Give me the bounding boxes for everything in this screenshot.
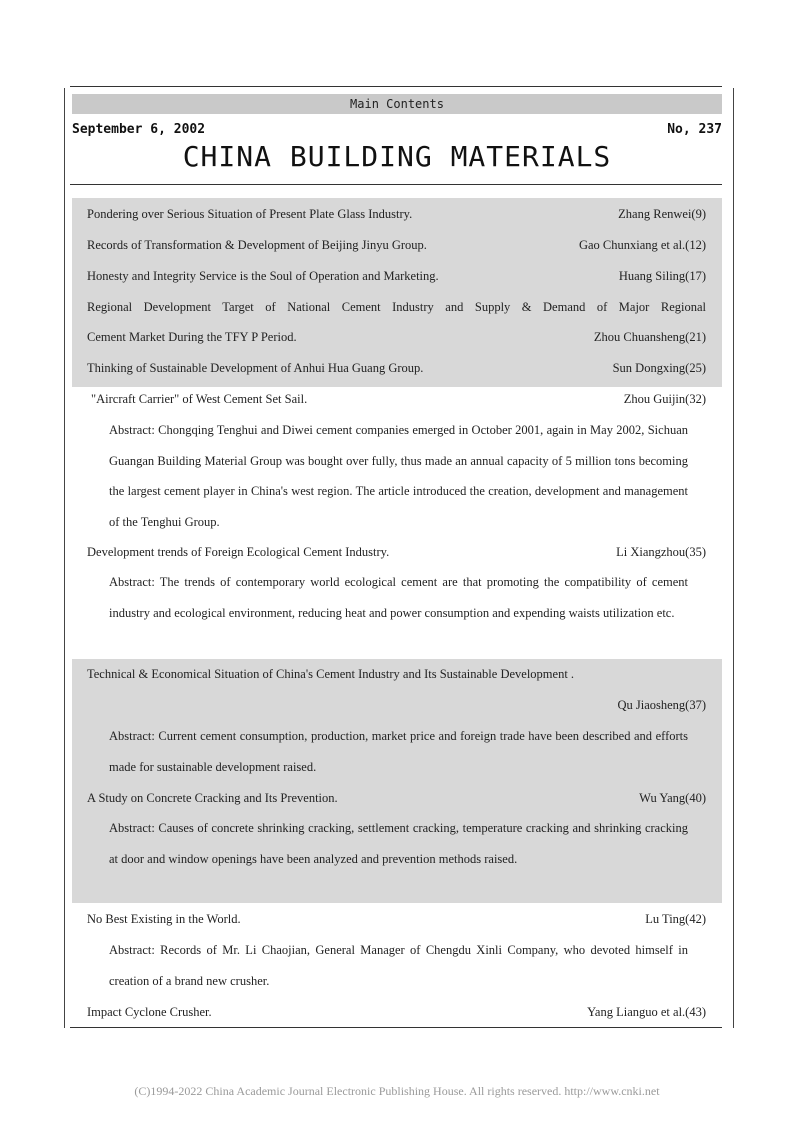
entry-author: Huang Siling(17) — [618, 269, 706, 283]
entry-abstract: Abstract: Causes of concrete shrinking cracking, settlement cracking, temperature cracking and shrinking cracking at door and window openings have been analyzed and prevention methods raised. — [109, 821, 688, 866]
entry-title: Impact Cyclone Crusher. — [87, 1005, 212, 1019]
entry-title: Technical & Economical Situation of China's Cement Industry and Its Sustainable Development . — [87, 667, 575, 681]
entry-abstract: Abstract: The trends of contemporary world ecological cement are that promoting the compatibility of cement industry and ecological environment, reducing heat and power consumption and expending waists utilization etc. — [109, 575, 688, 620]
entry-author: Zhang Renwei(9) — [618, 207, 706, 221]
copyright-footer: (C)1994-2022 China Academic Journal Electronic Publishing House. All rights reserved. http://www.cnki.net — [134, 1084, 660, 1098]
bottom-rule — [70, 1027, 722, 1028]
toc-entry[interactable] — [87, 199, 706, 229]
entry-author: Yang Lianguo et al.(43) — [587, 1005, 706, 1019]
right-border — [733, 88, 734, 1028]
entry-author: Zhou Chuansheng(21) — [593, 330, 706, 344]
toc-entry[interactable] — [87, 997, 706, 1027]
issue-date: September 6, 2002 — [72, 122, 206, 137]
entry-title: Regional Development Target of National Cement Industry and Supply & Demand of Major Regional — [87, 300, 706, 314]
toc-entry-line1[interactable] — [87, 659, 706, 689]
toc-entry[interactable] — [87, 783, 706, 813]
entry-author: Zhou Guijin(32) — [623, 392, 706, 406]
entry-abstract: Abstract: Current cement consumption, production, market price and foreign trade have been described and efforts made for sustainable development raised. — [109, 729, 688, 774]
entry-author: Sun Dongxing(25) — [612, 361, 706, 375]
entry-title: Records of Transformation & Development of Beijing Jinyu Group. — [87, 238, 427, 252]
entry-title: Thinking of Sustainable Development of Anhui Hua Guang Group. — [87, 361, 424, 375]
toc-entry-line2[interactable] — [87, 322, 706, 352]
toc-entry[interactable] — [87, 384, 706, 414]
entry-title: A Study on Concrete Cracking and Its Prevention. — [87, 791, 338, 805]
toc-entry-line1[interactable] — [87, 292, 706, 322]
entry-author: Li Xiangzhou(35) — [616, 545, 706, 559]
entry-author: Gao Chunxiang et al.(12) — [578, 238, 706, 252]
entry-title: Pondering over Serious Situation of Present Plate Glass Industry. — [87, 207, 413, 221]
main-contents-banner: Main Contents — [72, 94, 722, 114]
issue-number: No, 237 — [667, 122, 722, 137]
toc-entry[interactable] — [87, 230, 706, 260]
entry-title: No Best Existing in the World. — [87, 912, 241, 926]
toc-entry[interactable] — [87, 261, 706, 291]
entry-abstract: Abstract: Chongqing Tenghui and Diwei cement companies emerged in October 2001, again in May 2002, Sichuan Guangan Building Material Group was bought over fully, thus made an annual capacity of 5 million tons becoming the largest cement player in China's west region. The article introduced the creation, development and management of the Tenghui Group. — [109, 423, 688, 529]
entry-title: "Aircraft Carrier" of West Cement Set Sail. — [91, 392, 308, 406]
entry-title: Honesty and Integrity Service is the Soul of Operation and Marketing. — [87, 269, 439, 283]
entry-author: Wu Yang(40) — [639, 791, 706, 805]
entry-title: Development trends of Foreign Ecological Cement Industry. — [87, 545, 390, 559]
entry-author: Qu Jiaosheng(37) — [617, 698, 706, 712]
toc-entry[interactable] — [87, 353, 706, 383]
journal-title: CHINA BUILDING MATERIALS — [182, 140, 612, 173]
toc-entry[interactable] — [87, 537, 706, 567]
toc-entry[interactable] — [87, 904, 706, 934]
title-rule — [70, 184, 722, 185]
entry-abstract: Abstract: Records of Mr. Li Chaojian, General Manager of Chengdu Xinli Company, who devoted himself in creation of a brand new crusher. — [109, 943, 688, 988]
left-border — [64, 88, 65, 1028]
entry-title: Cement Market During the TFY P Period. — [87, 330, 297, 344]
top-rule — [70, 86, 722, 87]
entry-author: Lu Ting(42) — [645, 912, 706, 926]
toc-entry-line2[interactable] — [87, 690, 706, 720]
